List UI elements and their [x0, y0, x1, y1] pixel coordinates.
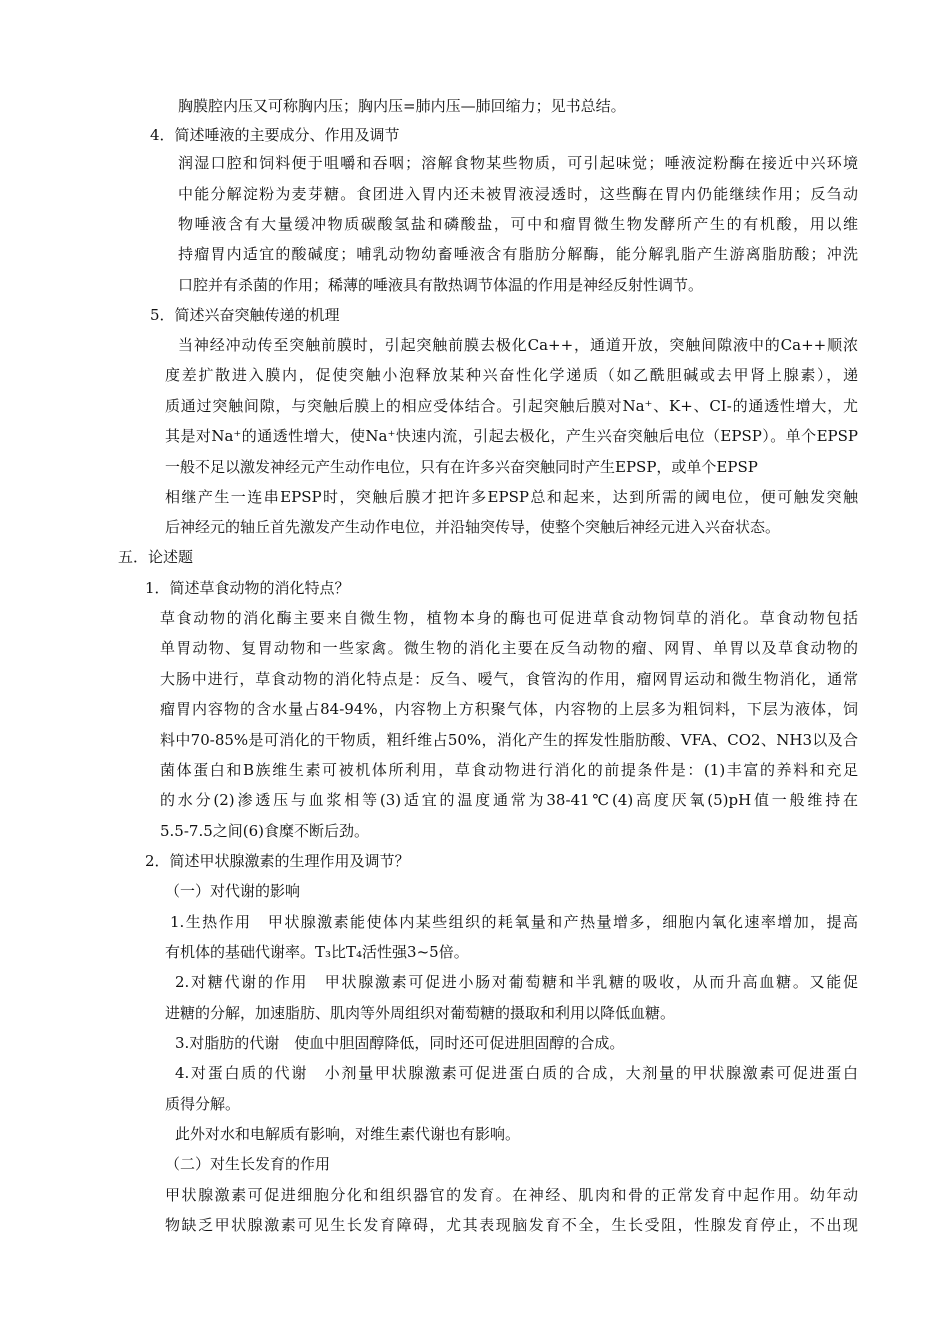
- text-line: 物唾液含有大量缓冲物质碳酸氢盐和磷酸盐，可中和瘤胃微生物发酵所产生的有机酸，用以维: [178, 215, 858, 233]
- text-line: 4.对蛋白质的代谢 小剂量甲状腺激素可促进蛋白质的合成，大剂量的甲状腺激素可促进蛋白: [175, 1064, 858, 1082]
- text-line: 物缺乏甲状腺激素可见生长发育障碍，尤其表现脑发育不全，生长受阻，性腺发育停止，不出现: [165, 1216, 858, 1234]
- text-line: 进糖的分解，加速脂肪、肌肉等外周组织对葡萄糖的摄取和利用以降低血糖。: [165, 1004, 676, 1022]
- text-line: 瘤胃内容物的含水量占84-94%，内容物上方积聚气体，内容物的上层多为粗饲料，下层为液体，饲: [160, 700, 858, 718]
- text-line: 其是对Na⁺的通透性增大，使Na⁺快速内流，引起去极化，产生兴奋突触后电位（EPSP）。单个EPSP: [165, 427, 858, 445]
- question-heading: 4．简述唾液的主要成分、作用及调节: [150, 126, 400, 144]
- text-line: 草食动物的消化酶主要来自微生物，植物本身的酶也可促进草食动物饲草的消化。草食动物包括: [160, 609, 858, 627]
- text-line: 润湿口腔和饲料便于咀嚼和吞咽；溶解食物某些物质，可引起味觉；唾液淀粉酶在接近中兴环境: [178, 154, 858, 172]
- text-line: 菌体蛋白和B族维生素可被机体所利用，草食动物进行消化的前提条件是：(1)丰富的养料和充足: [160, 761, 858, 779]
- subsection-heading: （一）对代谢的影响: [165, 882, 301, 900]
- text-line: 相继产生一连串EPSP时，突触后膜才把许多EPSP总和起来，达到所需的阈电位，便可触发突触: [165, 488, 858, 506]
- text-line: 持瘤胃内适宜的酸碱度；哺乳动物幼畜唾液含有脂肪分解酶，能分解乳脂产生游离脂肪酸；冲洗: [178, 245, 858, 263]
- text-line: 的水分(2)渗透压与血浆相等(3)适宜的温度通常为38-41℃(4)高度厌氧(5)pH值一般维持在: [160, 791, 858, 809]
- text-line: 甲状腺激素可促进细胞分化和组织器官的发育。在神经、肌肉和骨的正常发育中起作用。幼年动: [165, 1186, 858, 1204]
- text-line: 单胃动物、复胃动物和一些家禽。微生物的消化主要在反刍动物的瘤、网胃、单胃以及草食动物的: [160, 639, 858, 657]
- text-line: T₃比T₄活性强3~5倍。: [315, 943, 469, 961]
- subsection-heading: （二）对生长发育的作用: [165, 1155, 331, 1173]
- text-line: 中能分解淀粉为麦芽糖。食团进入胃内还未被胃液浸透时，这些酶在胃内仍能继续作用；反刍动: [178, 185, 858, 203]
- text-line: 有机体的基础代谢率。: [165, 943, 316, 961]
- text-line: 胸膜腔内压又可称胸内压；胸内压=肺内压—肺回缩力；见书总结。: [178, 97, 626, 115]
- text-line: 当神经冲动传至突触前膜时，引起突触前膜去极化Ca++，通道开放，突触间隙液中的Ca++顺浓: [178, 336, 858, 354]
- text-line: 料中70-85%是可消化的干物质，粗纤维占50%，消化产生的挥发性脂肪酸、VFA、CO2、NH3以及合: [160, 731, 858, 749]
- text-line: 口腔并有杀菌的作用；稀薄的唾液具有散热调节体温的作用是神经反射性调节。: [178, 276, 704, 294]
- text-line: 3.对脂肪的代谢 使血中胆固醇降低，同时还可促进胆固醇的合成。: [175, 1034, 625, 1052]
- text-line: 5.5-7.5之间(6)食糜不断后劲。: [160, 822, 370, 840]
- text-line: 质得分解。: [165, 1095, 241, 1113]
- section-heading: 五．论述题: [118, 548, 194, 566]
- question-heading: 1．简述草食动物的消化特点？: [145, 579, 350, 597]
- text-line: 此外对水和电解质有影响，对维生素代谢也有影响。: [175, 1125, 521, 1143]
- text-line: 质通过突触间隙，与突触后膜上的相应受体结合。引起突触后膜对Na⁺、K+、CI-的通透性增大，尤: [165, 397, 858, 415]
- question-heading: 5．简述兴奋突触传递的机理: [150, 306, 340, 324]
- text-line: 一般不足以激发神经元产生动作电位，只有在许多兴奋突触同时产生EPSP，或单个EPSP: [165, 458, 758, 476]
- text-line: 2.对糖代谢的作用 甲状腺激素可促进小肠对葡萄糖和半乳糖的吸收，从而升高血糖。又能促: [175, 973, 858, 991]
- text-line: 大肠中进行，草食动物的消化特点是：反刍、嗳气，食管沟的作用，瘤网胃运动和微生物消化，通常: [160, 670, 858, 688]
- text-line: 后神经元的轴丘首先激发产生动作电位，并沿轴突传导，使整个突触后神经元进入兴奋状态。: [165, 518, 781, 536]
- text-line: 度差扩散进入膜内，促使突触小泡释放某种兴奋性化学递质（如乙酰胆碱或去甲肾上腺素），递: [165, 366, 858, 384]
- question-heading: 2．简述甲状腺激素的生理作用及调节？: [145, 852, 410, 870]
- text-line: 1.生热作用 甲状腺激素能使体内某些组织的耗氧量和产热量增多，细胞内氧化速率增加，提高: [170, 913, 858, 931]
